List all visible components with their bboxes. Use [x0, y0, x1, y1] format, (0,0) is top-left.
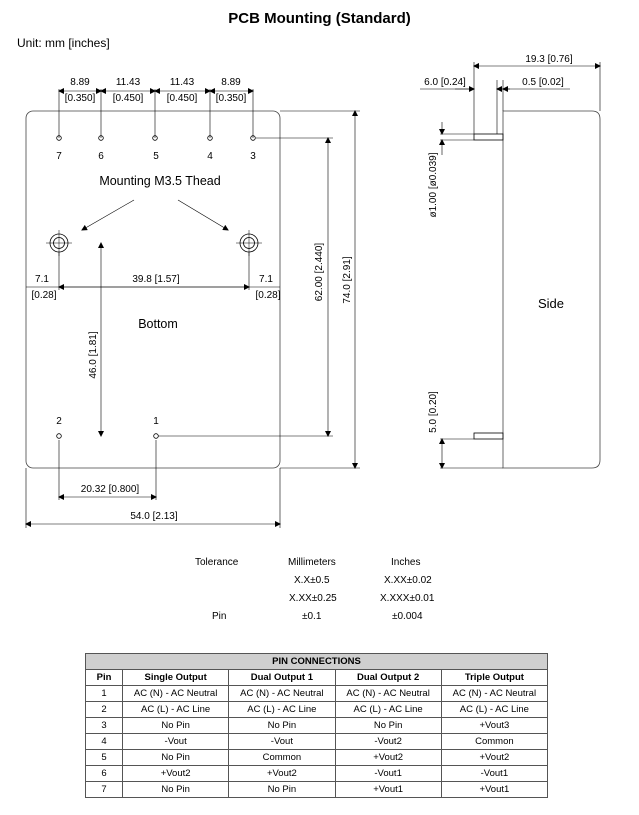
- cell: No Pin: [123, 782, 229, 798]
- cell: -Vout2: [335, 734, 441, 750]
- tolerance-row1-in: X.XX±0.02: [384, 575, 432, 586]
- header-dual-output-2: Dual Output 2: [335, 670, 441, 686]
- table-header-row: [86, 670, 548, 686]
- cell: AC (L) - AC Line: [335, 702, 441, 718]
- pin-2-hole: [57, 434, 62, 439]
- pin-label-2: 2: [56, 416, 62, 427]
- cell: +Vout2: [441, 750, 547, 766]
- tolerance-row2-mm: X.XX±0.25: [289, 593, 337, 604]
- cell: AC (L) - AC Line: [441, 702, 547, 718]
- cell: AC (N) - AC Neutral: [441, 686, 547, 702]
- tolerance-col-mm: Millimeters: [288, 557, 336, 568]
- front-view: [26, 89, 360, 528]
- cell: No Pin: [123, 718, 229, 734]
- table-row: [86, 782, 548, 798]
- pin-label-1: 1: [153, 416, 159, 427]
- tolerance-label: Tolerance: [195, 557, 239, 568]
- dim-8.89-left-in: [0.350]: [64, 93, 96, 104]
- cell: Common: [229, 750, 335, 766]
- pin-label-4: 4: [207, 151, 213, 162]
- cell: No Pin: [123, 750, 229, 766]
- cell: -Vout: [229, 734, 335, 750]
- dim-width: 54.0 [2.13]: [130, 511, 178, 522]
- header-single-output: Single Output: [123, 670, 229, 686]
- side-label: Side: [537, 296, 565, 311]
- cell: +Vout2: [229, 766, 335, 782]
- side-pin-top: [474, 134, 503, 140]
- dim-46: 46.0 [1.81]: [88, 331, 99, 379]
- bottom-label: Bottom: [138, 317, 178, 331]
- dim-right-edge-mm: 7.1: [259, 274, 273, 285]
- dim-side-total: 19.3 [0.76]: [525, 54, 573, 65]
- dim-11.43-left-mm: 11.43: [115, 77, 141, 88]
- table-caption: PIN CONNECTIONS: [86, 654, 548, 670]
- dim-74: 74.0 [2.91]: [342, 256, 353, 304]
- side-view: [420, 62, 600, 468]
- mounting-label: Mounting M3.5 Thead: [99, 174, 221, 188]
- cell: +Vout2: [335, 750, 441, 766]
- front-body-outline: [26, 111, 280, 468]
- cell: 7: [86, 782, 123, 798]
- dim-pin-diameter: ø1.00 [ø0.039]: [428, 152, 439, 218]
- cell: +Vout1: [335, 782, 441, 798]
- cell: +Vout1: [441, 782, 547, 798]
- pin-connections-table: [85, 653, 548, 798]
- table-caption-row: [86, 654, 548, 670]
- dim-side-5: 5.0 [0.20]: [428, 391, 439, 433]
- dim-11.43-right-mm: 11.43: [169, 77, 195, 88]
- cell: No Pin: [335, 718, 441, 734]
- dim-hole-spacing: 39.8 [1.57]: [132, 274, 180, 285]
- tolerance-row2-in: X.XXX±0.01: [380, 593, 435, 604]
- pin-label-5: 5: [153, 151, 159, 162]
- cell: -Vout1: [441, 766, 547, 782]
- pin-label-6: 6: [98, 151, 104, 162]
- cell: No Pin: [229, 782, 335, 798]
- header-pin: Pin: [86, 670, 123, 686]
- cell: 5: [86, 750, 123, 766]
- cell: AC (L) - AC Line: [123, 702, 229, 718]
- cell: 2: [86, 702, 123, 718]
- pin-1-hole: [154, 434, 159, 439]
- dim-11.43-right-in: [0.450]: [166, 93, 198, 104]
- cell: AC (L) - AC Line: [229, 702, 335, 718]
- dim-62: 62.00 [2.440]: [314, 242, 325, 302]
- tolerance-pin-label: Pin: [212, 611, 227, 622]
- dim-left-edge-mm: 7.1: [35, 274, 49, 285]
- cell: -Vout1: [335, 766, 441, 782]
- cell: No Pin: [229, 718, 335, 734]
- dim-side-6: 6.0 [0.24]: [424, 77, 466, 88]
- cell: -Vout: [123, 734, 229, 750]
- table-row: [86, 750, 548, 766]
- dim-right-edge-in: [0.28]: [255, 290, 281, 301]
- cell: 6: [86, 766, 123, 782]
- cell: 3: [86, 718, 123, 734]
- table-row: [86, 702, 548, 718]
- table-row: [86, 766, 548, 782]
- cell: Common: [441, 734, 547, 750]
- pin-label-7: 7: [56, 151, 62, 162]
- tolerance-row1-mm: X.X±0.5: [294, 575, 330, 586]
- pin-label-3: 3: [250, 151, 256, 162]
- table-row: [86, 734, 548, 750]
- cell: AC (N) - AC Neutral: [335, 686, 441, 702]
- dim-8.89-right-mm: 8.89: [221, 77, 241, 88]
- header-dual-output-1: Dual Output 1: [229, 670, 335, 686]
- side-body-outline: [503, 111, 600, 468]
- tolerance-col-in: Inches: [391, 557, 421, 568]
- cell: +Vout3: [441, 718, 547, 734]
- cell: +Vout2: [123, 766, 229, 782]
- cell: 4: [86, 734, 123, 750]
- cell: AC (N) - AC Neutral: [123, 686, 229, 702]
- dim-left-edge-in: [0.28]: [31, 290, 57, 301]
- header-triple-output: Triple Output: [441, 670, 547, 686]
- cell: 1: [86, 686, 123, 702]
- dim-11.43-left-in: [0.450]: [112, 93, 144, 104]
- cell: AC (N) - AC Neutral: [229, 686, 335, 702]
- dim-8.89-left-mm: 8.89: [70, 77, 90, 88]
- dim-pin-spacing: 20.32 [0.800]: [80, 484, 140, 495]
- table-row: [86, 686, 548, 702]
- page-title: PCB Mounting (Standard): [228, 10, 411, 27]
- dim-8.89-right-in: [0.350]: [215, 93, 247, 104]
- tolerance-pin-in: ±0.004: [392, 611, 423, 622]
- tolerance-pin-mm: ±0.1: [302, 611, 322, 622]
- dim-side-05: 0.5 [0.02]: [522, 77, 564, 88]
- table-row: [86, 718, 548, 734]
- side-pin-bottom: [474, 433, 503, 439]
- unit-label: Unit: mm [inches]: [17, 36, 110, 50]
